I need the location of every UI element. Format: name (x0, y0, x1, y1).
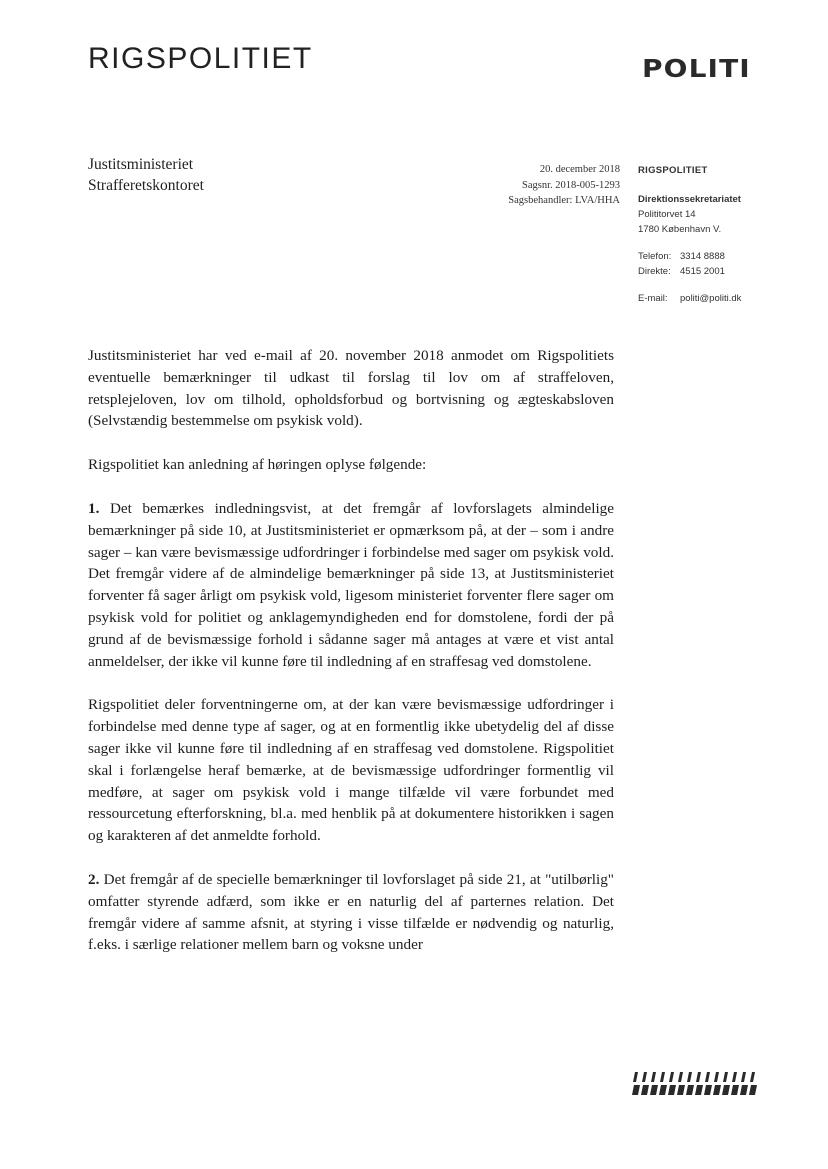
case-handler: Sagsbehandler: LVA/HHA (508, 195, 620, 206)
sender-city: 1780 København V. (638, 224, 722, 235)
direct-row (638, 264, 741, 279)
point-1-number: 1. (88, 499, 100, 517)
paragraph-lead: Rigspolitiet kan anledning af høringen oplyse følgende: (88, 456, 427, 474)
email-label: E-mail: (638, 293, 668, 304)
point-2-number: 2. (88, 870, 100, 888)
sender-street: Polititorvet 14 (638, 209, 696, 220)
paragraph-intro: Justitsministeriet har ved e-mail af 20. november 2018 anmodet om Rigspolitiets eventuelle bemærkninger til udkast til forslag til lov om af straffeloven, retsplejeloven, lov om tilhold, opholdsforbud og bortvisning og ægteskabsloven (Selvstændig bestemmelse om psykisk vold). (88, 347, 614, 430)
phone-label: Telefon: (638, 251, 672, 262)
case-number: Sagsnr. 2018-005-1293 (522, 179, 620, 191)
sender-name: RIGSPOLITIET (638, 165, 708, 176)
police-checker-stripes-icon (632, 1070, 760, 1098)
paragraph-point-2 (88, 869, 614, 956)
paragraph-point-1-continued: Rigspolitiet deler forventningerne om, at der kan være bevismæssige udfordringer i forbindelse med denne type af sager, og at en formentlig ikke ubetydelig del af disse sager ikke vil kunne føre til indledning af en straffesag ved domstolene. Rigspolitiet skal i forlængelse heraf bemærke, at de bevismæssige udfordringer formentlig vil medføre, at sager om psykisk vold i mange tilfælde vil være forbundet med ressourcetung efterforskning, bl.a. med henblik på at dokumentere historikken i sagen og karakteren af det anmeldte forhold. (88, 696, 614, 845)
letter-meta (470, 162, 620, 209)
point-1-text: Det bemærkes indledningsvist, at det fremgår af lovforslagets almindelige bemærkninger på side 10, at Justitsministeriet er opmærksom på, at der – som i andre sager – kan være bevismæssige udfordringer i forbindelse med sager om psykisk vold. Det fremgår videre af de almindelige bemærkninger på side 13, at Justitsministeriet forventer få sager årligt om psykisk vold, ligesom ministeriet forventer flere sager om psykisk vold for politiet og anklagemyndigheden end for domstolene, fordi der på grund af de bevismæssige forhold i sådanne sager må antages at være et vist antal anmeldelser, der ikke vil kunne føre til indledning af en straffesag ved domstolene. (88, 499, 614, 670)
letter-body (88, 345, 614, 978)
letter-date: 20. december 2018 (539, 164, 620, 175)
sender-department: Direktionssekretariatet (638, 194, 741, 205)
recipient-line-2: Strafferetskontoret (88, 177, 204, 194)
sender-block (638, 163, 741, 306)
direct-label: Direkte: (638, 266, 671, 277)
recipient-line-1: Justitsministeriet (88, 156, 194, 173)
direct-value: 4515 2001 (680, 266, 725, 277)
phone-row (638, 249, 741, 264)
paragraph-point-1 (88, 498, 614, 672)
phone-value: 3314 8888 (680, 251, 725, 262)
email-row (638, 291, 741, 306)
politi-logo: POLITI (642, 54, 751, 83)
letterhead-title: RIGSPOLITIET (88, 42, 313, 75)
point-2-text: Det fremgår af de specielle bemærkninger til lovforslaget på side 21, at "utilbørlig" omfatter styrende adfærd, som ikke er en naturlig del af parternes relation. Det fremgår videre af samme afsnit, at styring i visse tilfælde er nødvendig og naturlig, f.eks. i særlige relationer mellem barn og voksne under (88, 870, 614, 954)
recipient-block (88, 154, 204, 196)
email-value: politi@politi.dk (680, 293, 742, 304)
